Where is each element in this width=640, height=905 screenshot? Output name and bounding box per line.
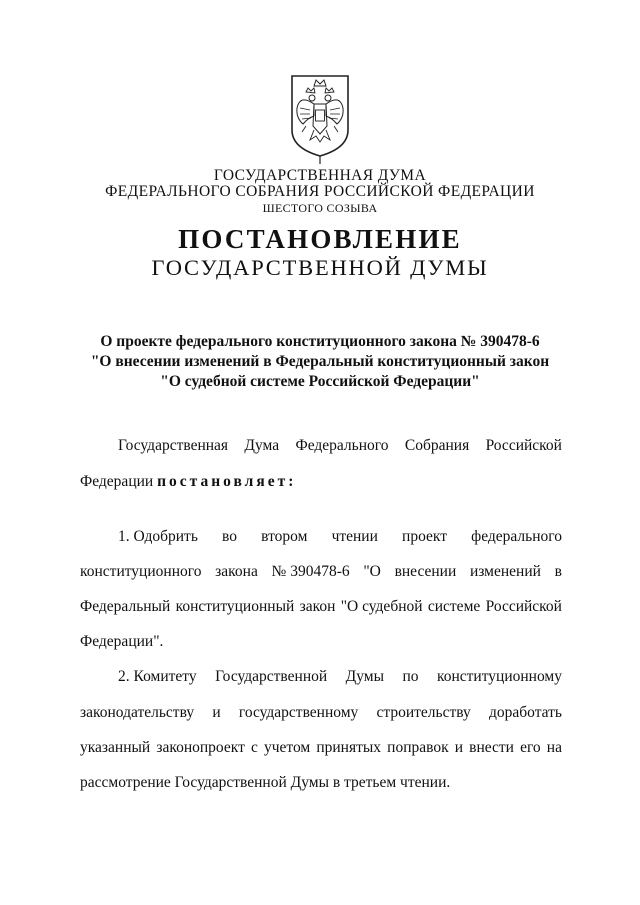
word: Дума — [244, 437, 280, 454]
item-1-line: Федерации". — [80, 633, 164, 650]
item-1-line: конституционного закона № 390478-6 "О внесении изменений в — [80, 563, 562, 580]
subject-line: О проекте федерального конституционного закона № 390478-6 — [100, 333, 540, 350]
word: Федерального — [295, 437, 389, 454]
subject-line: "О судебной системе Российской Федерации" — [160, 373, 480, 390]
resolves-word: постановляет: — [157, 473, 297, 490]
item-2-line: указанный законопроект с учетом принятых поправок и внести его на — [80, 739, 562, 756]
word: Государственная — [118, 437, 229, 454]
document-type-title: ПОСТАНОВЛЕНИЕ — [178, 224, 462, 254]
document-subject — [0, 332, 640, 392]
subject-line: "О внесении изменений в Федеральный конституционный закон — [90, 353, 550, 370]
preamble-line — [80, 473, 562, 491]
preamble-line — [118, 437, 562, 455]
item-2-line: 2. Комитету Государственной Думы по конституционному — [118, 668, 562, 685]
item-2-line: законодательству и государственному строительству доработать — [80, 704, 562, 721]
word: Собрания — [404, 437, 470, 454]
item-2-line: рассмотрение Государственной Думы в третьем чтении. — [80, 774, 451, 791]
org-line-2: ФЕДЕРАЛЬНОГО СОБРАНИЯ РОССИЙСКОЙ ФЕДЕРАЦИИ — [105, 183, 535, 200]
document-subtitle: ГОСУДАРСТВЕННОЙ ДУМЫ — [151, 255, 489, 280]
convocation: ШЕСТОГО СОЗЫВА — [262, 201, 378, 215]
item-1-line: Федеральный конституционный закон "О судебной системе Российской — [80, 598, 562, 615]
russian-coat-of-arms-icon — [270, 68, 370, 168]
item-1-line: 1. Одобрить во втором чтении проект федерального — [118, 528, 562, 545]
word: Федерации — [80, 473, 154, 490]
word: Российской — [485, 437, 562, 454]
org-line-1: ГОСУДАРСТВЕННАЯ ДУМА — [213, 167, 427, 184]
